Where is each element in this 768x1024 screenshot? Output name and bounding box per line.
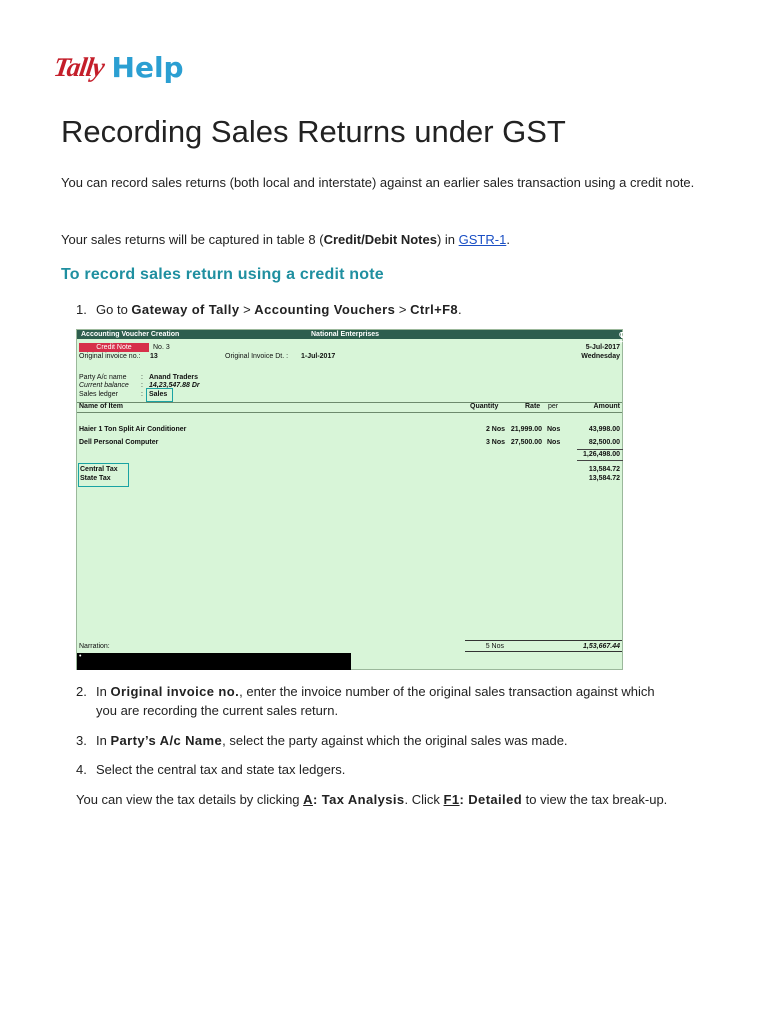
step1-prefix: Go to bbox=[96, 302, 132, 317]
item-quantity[interactable]: 2 Nos bbox=[485, 426, 505, 433]
column-header-divider bbox=[77, 412, 622, 413]
item-amount: 82,500.00 bbox=[588, 439, 620, 446]
voucher-window-title: Accounting Voucher Creation bbox=[81, 331, 180, 338]
step-1 bbox=[76, 300, 736, 319]
orig-invoice-field[interactable]: 13 bbox=[150, 353, 158, 360]
step-number: 2. bbox=[76, 684, 87, 699]
tally-help-logo bbox=[51, 50, 184, 84]
step-3 bbox=[76, 731, 736, 750]
header-divider bbox=[77, 402, 622, 403]
note-prefix: You can view the tax details by clicking bbox=[76, 792, 304, 807]
step1-sep2: > bbox=[395, 302, 411, 317]
item-amount: 43,998.00 bbox=[588, 426, 620, 433]
party-ac-name-text: Party’s A/c Name bbox=[110, 733, 223, 748]
cursor-mark: • bbox=[79, 653, 82, 660]
colon: : bbox=[141, 382, 143, 389]
sales-ledger-highlight bbox=[146, 388, 173, 402]
voucher-number: No. 3 bbox=[153, 344, 170, 351]
step-number: 1. bbox=[76, 302, 87, 317]
col-header-rate: Rate bbox=[525, 403, 541, 410]
subtotal-amount: 1,26,498.00 bbox=[583, 451, 620, 458]
sales-ledger-field[interactable]: Sales bbox=[149, 391, 168, 398]
voucher-date[interactable]: 5-Jul-2017 bbox=[585, 344, 620, 351]
tax-analysis-text: : Tax Analysis bbox=[312, 792, 405, 807]
tax-ledger-name[interactable]: Central Tax bbox=[80, 466, 118, 473]
item-name[interactable]: Haier 1 Ton Split Air Conditioner bbox=[79, 426, 187, 433]
shortcut-key-text: Ctrl+F8 bbox=[410, 302, 459, 317]
step-number: 3. bbox=[76, 733, 87, 748]
detailed-text: : Detailed bbox=[459, 792, 523, 807]
close-icon[interactable] bbox=[621, 332, 627, 338]
party-name-label: Party A/c name bbox=[79, 374, 127, 381]
step-2 bbox=[76, 682, 736, 720]
total-amount: 1,53,667.44 bbox=[583, 643, 620, 650]
voucher-type-badge[interactable]: Credit Note bbox=[79, 343, 149, 352]
col-header-item: Name of Item bbox=[79, 403, 123, 410]
tax-ledger-name[interactable]: State Tax bbox=[80, 475, 111, 482]
step-4 bbox=[76, 760, 736, 779]
subtotal-rule bbox=[577, 449, 623, 450]
tax-ledgers-highlight bbox=[78, 463, 129, 487]
voucher-day: Wednesday bbox=[581, 353, 620, 360]
gateway-of-tally-text: Gateway of Tally bbox=[131, 302, 240, 317]
help-logo-text: Help bbox=[111, 50, 184, 84]
original-invoice-no-text: Original invoice no. bbox=[110, 684, 240, 699]
current-balance-value: 14,23,547.88 Dr bbox=[149, 382, 200, 389]
capture-paragraph bbox=[61, 229, 731, 251]
ctrl-m-text: Ctrl + M bbox=[619, 332, 632, 346]
total-rule-bottom bbox=[465, 651, 622, 652]
shortcut-f1-key: F1 bbox=[443, 792, 460, 807]
note-mid: . Click bbox=[404, 792, 444, 807]
step1-sep1: > bbox=[239, 302, 255, 317]
step3-text: , select the party against which the original sales was made. bbox=[222, 733, 568, 748]
col-header-per: per bbox=[548, 403, 559, 410]
sales-ledger-label: Sales ledger bbox=[79, 391, 118, 398]
colon: : bbox=[141, 391, 143, 398]
tax-amount: 13,584.72 bbox=[588, 466, 620, 473]
current-balance-label: Current balance bbox=[79, 382, 129, 389]
narration-input[interactable] bbox=[77, 653, 351, 670]
item-rate[interactable]: 21,999.00 bbox=[510, 426, 542, 433]
shortcut-a-key: A bbox=[303, 792, 313, 807]
step1-suffix: . bbox=[458, 302, 462, 317]
tax-amount: 13,584.72 bbox=[588, 475, 620, 482]
section-heading: To record sales return using a credit note bbox=[61, 266, 384, 283]
credit-debit-notes-text: Credit/Debit Notes bbox=[323, 232, 437, 247]
company-name: National Enterprises bbox=[311, 331, 380, 338]
note-suffix: to view the tax break-up. bbox=[522, 792, 668, 807]
accounting-vouchers-text: Accounting Vouchers bbox=[254, 302, 396, 317]
colon: : bbox=[141, 374, 143, 381]
party-name-field[interactable]: Anand Traders bbox=[149, 374, 199, 381]
subtotal-rule-bottom bbox=[577, 460, 623, 461]
capture-prefix: Your sales returns will be captured in table 8 ( bbox=[61, 232, 324, 247]
page-title: Recording Sales Returns under GST bbox=[61, 114, 566, 149]
narration-label: Narration: bbox=[79, 643, 110, 650]
step-number: 4. bbox=[76, 762, 87, 777]
step3-prefix: In bbox=[96, 733, 111, 748]
step2-continuation: you are recording the current sales return. bbox=[96, 703, 339, 718]
intro-paragraph: You can record sales returns (both local and interstate) against an earlier sales transaction using a credit note. bbox=[61, 175, 695, 190]
step4-text: Select the central tax and state tax ledgers. bbox=[96, 762, 346, 777]
item-rate[interactable]: 27,500.00 bbox=[510, 439, 542, 446]
item-per: Nos bbox=[547, 426, 561, 433]
tax-analysis-note bbox=[76, 790, 736, 809]
capture-middle: ) in bbox=[436, 232, 459, 247]
total-quantity: 5 Nos bbox=[485, 643, 504, 650]
orig-invoice-date-label: Original Invoice Dt. : bbox=[225, 353, 289, 360]
total-rule-top bbox=[465, 640, 622, 641]
voucher-title-bar bbox=[77, 330, 632, 346]
capture-suffix: . bbox=[506, 232, 510, 247]
col-header-amount: Amount bbox=[593, 403, 620, 410]
tally-logo-text: Tally bbox=[51, 51, 106, 82]
tally-voucher-screenshot bbox=[76, 329, 632, 670]
step2-prefix: In bbox=[96, 684, 111, 699]
col-header-quantity: Quantity bbox=[470, 403, 499, 410]
item-name[interactable]: Dell Personal Computer bbox=[79, 439, 159, 446]
item-quantity[interactable]: 3 Nos bbox=[485, 439, 505, 446]
gstr1-link[interactable]: GSTR-1 bbox=[458, 232, 507, 247]
orig-invoice-date-field[interactable]: 1-Jul-2017 bbox=[301, 353, 336, 360]
orig-invoice-label: Original invoice no.: bbox=[79, 353, 141, 360]
item-per: Nos bbox=[547, 439, 561, 446]
step2-text: , enter the invoice number of the original sales transaction against which bbox=[239, 684, 655, 699]
